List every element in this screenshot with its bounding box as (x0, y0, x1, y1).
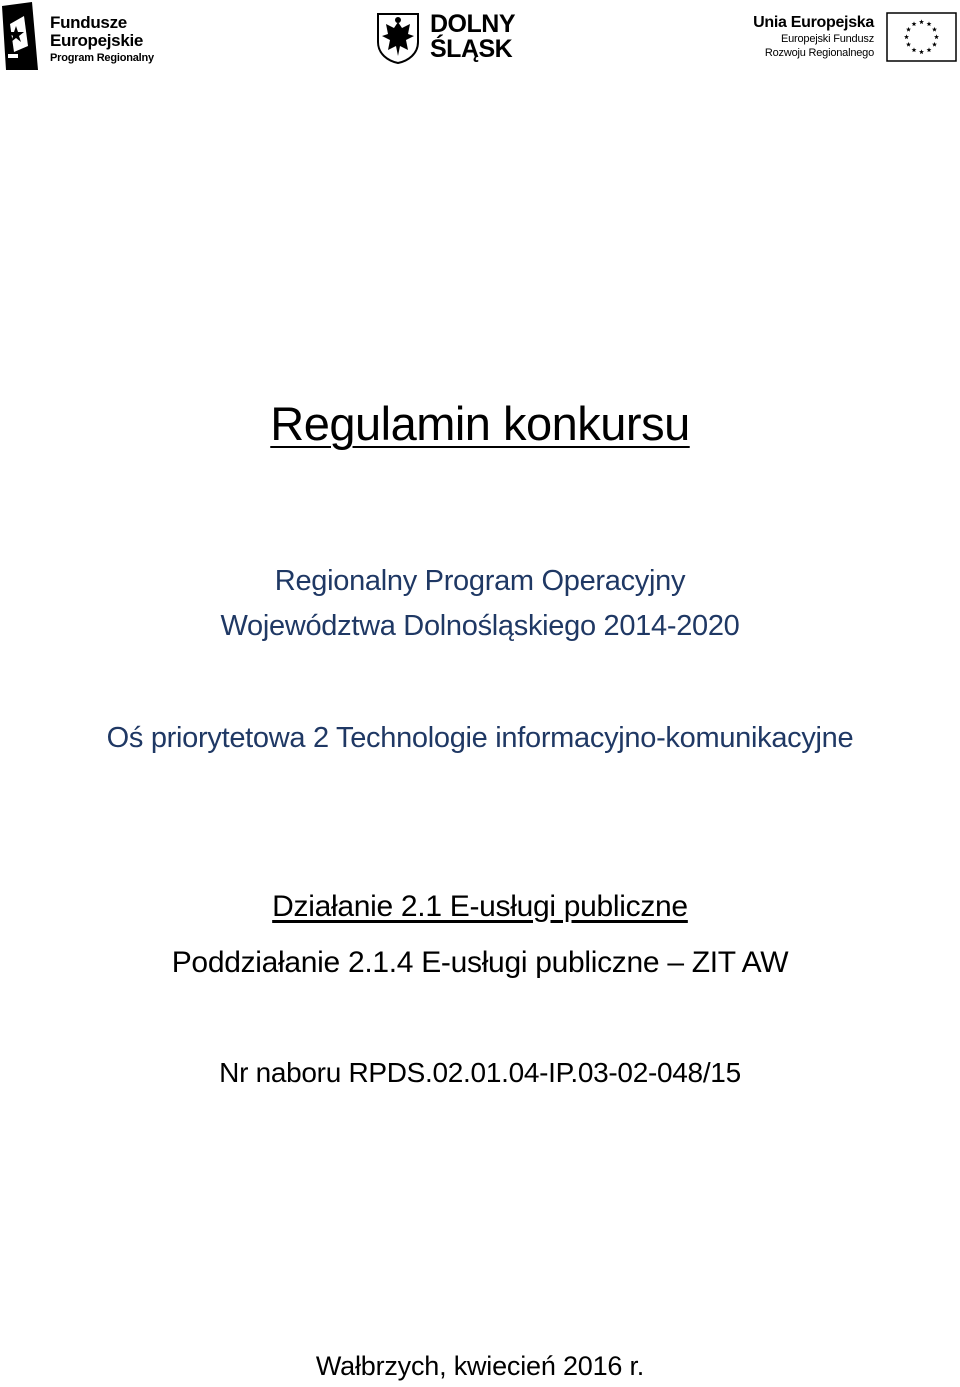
fundusze-logo-line3: Program Regionalny (50, 52, 154, 64)
fundusze-europejskie-logo (0, 2, 175, 72)
fundusze-europejskie-mark-icon (2, 2, 38, 70)
call-number: Nr naboru RPDS.02.01.04-IP.03-02-048/15 (219, 1057, 741, 1088)
document-title: Regulamin konkursu (270, 397, 690, 450)
unia-logo-line3: Rozwoju Regionalnego (764, 47, 874, 59)
unia-logo-line1: Unia Europejska (753, 14, 874, 31)
dolny-slask-line2: ŚLĄSK (430, 35, 513, 63)
place-date: Wałbrzych, kwiecień 2016 r. (315, 1351, 645, 1381)
eu-flag-icon (886, 12, 957, 62)
dolny-slask-line1: DOLNY (430, 10, 515, 38)
fundusze-logo-line1: Fundusze (50, 13, 127, 32)
unia-europejska-logo (750, 12, 960, 68)
eagle-coat-of-arms-icon (376, 12, 420, 64)
fundusze-logo-line2: Europejskie (50, 31, 144, 50)
subaction-heading: Poddziałanie 2.1.4 E-usługi publiczne – ZIT AW (171, 946, 789, 979)
dolny-slask-logo (376, 10, 536, 68)
program-name-line2: Województwa Dolnośląskiego 2014-2020 (220, 610, 740, 642)
program-name-line1: Regionalny Program Operacyjny (274, 565, 686, 597)
unia-logo-line2: Europejski Fundusz (780, 33, 874, 45)
action-heading: Działanie 2.1 E-usługi publiczne (272, 890, 688, 923)
logo-header (0, 0, 960, 80)
priority-axis: Oś priorytetowa 2 Technologie informacyjno-komunikacyjne (106, 722, 854, 754)
